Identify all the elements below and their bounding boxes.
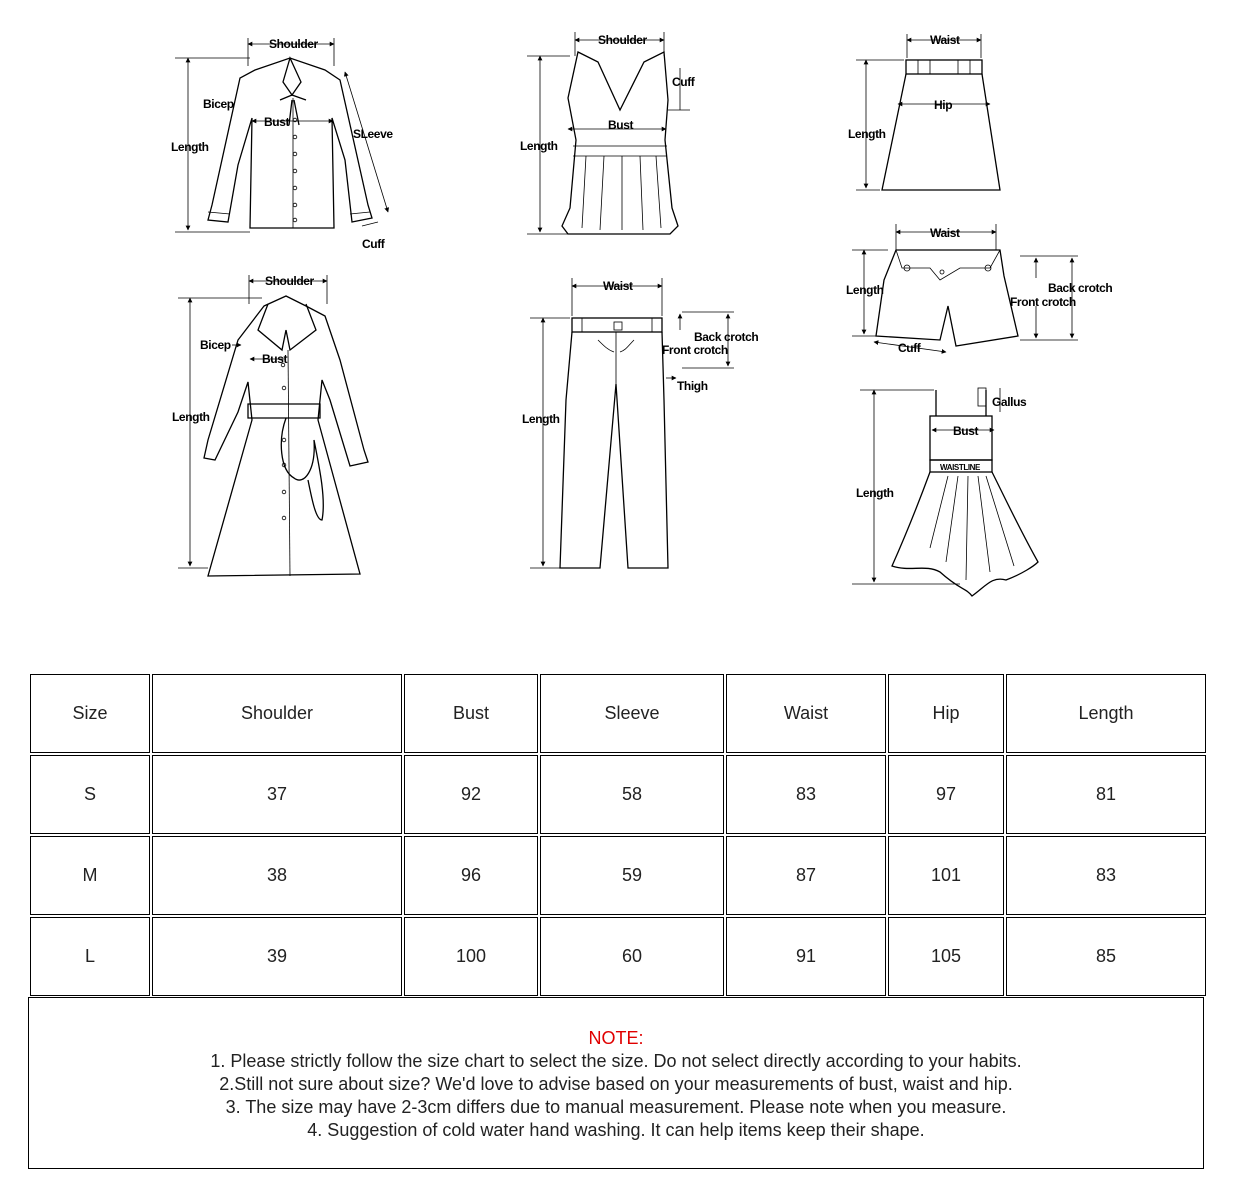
table-cell: 96	[404, 836, 538, 915]
pants-back-crotch-label: Back crotch	[694, 330, 759, 344]
shorts-illustration	[876, 250, 1018, 346]
shorts-waist-label: Waist	[930, 226, 960, 240]
pants-illustration	[560, 318, 668, 568]
blouse-sleeve-label: SLeeve	[353, 127, 393, 141]
shorts-dimension-lines	[852, 224, 1078, 352]
shorts-back-crotch-label: Back crotch	[1048, 281, 1113, 295]
skirt-waist-label: Waist	[930, 33, 960, 47]
blouse-bust-label: Bust	[264, 115, 290, 129]
pants-waist-label: Waist	[603, 279, 633, 293]
header-sleeve: Sleeve	[540, 674, 724, 753]
pants-dimension-lines	[530, 278, 734, 568]
header-size: Size	[30, 674, 150, 753]
top-length-label: Length	[520, 139, 558, 153]
size-note-box	[28, 997, 1204, 1169]
table-cell: 87	[726, 836, 886, 915]
note-line: 2.Still not sure about size? We'd love to advise based on your measurements of bust, waist and hip.	[219, 1074, 1013, 1094]
table-cell: 58	[540, 755, 724, 834]
table-cell: 97	[888, 755, 1004, 834]
dress-gallus-label: Gallus	[992, 395, 1027, 409]
table-row	[30, 755, 1206, 834]
table-cell: 60	[540, 917, 724, 996]
table-cell: 81	[1006, 755, 1206, 834]
table-header-row	[30, 674, 1206, 753]
pants-front-crotch-label: Front crotch	[662, 343, 728, 357]
table-cell: 38	[152, 836, 402, 915]
blouse-illustration	[208, 58, 372, 228]
table-row	[30, 917, 1206, 996]
table-cell: L	[30, 917, 150, 996]
table-cell: M	[30, 836, 150, 915]
header-hip: Hip	[888, 674, 1004, 753]
note-line: 1. Please strictly follow the size chart to select the size. Do not select directly according to your habits.	[210, 1051, 1022, 1071]
dress-length-label: Length	[856, 486, 894, 500]
table-cell: 39	[152, 917, 402, 996]
blouse-bicep-label: Bicep	[203, 97, 234, 111]
coat-shoulder-label: Shoulder	[265, 274, 314, 288]
top-illustration	[562, 52, 678, 234]
table-cell: 100	[404, 917, 538, 996]
top-cuff-label: Cuff	[672, 75, 695, 89]
header-shoulder: Shoulder	[152, 674, 402, 753]
header-bust: Bust	[404, 674, 538, 753]
table-cell: 101	[888, 836, 1004, 915]
top-bust-label: Bust	[608, 118, 634, 132]
note-title: NOTE:	[588, 1028, 644, 1048]
skirt-hip-label: Hip	[934, 98, 953, 112]
dress-waistline-label: WAISTLINE	[940, 463, 980, 472]
coat-length-label: Length	[172, 410, 210, 424]
shorts-cuff-label: Cuff	[898, 341, 921, 355]
shorts-length-label: Length	[846, 283, 884, 297]
table-cell: 91	[726, 917, 886, 996]
skirt-length-label: Length	[848, 127, 886, 141]
pants-thigh-label: Thigh	[677, 379, 708, 393]
pants-length-label: Length	[522, 412, 560, 426]
table-cell: 83	[1006, 836, 1206, 915]
header-length: Length	[1006, 674, 1206, 753]
blouse-cuff-label: Cuff	[362, 237, 385, 251]
note-line: 4. Suggestion of cold water hand washing. It can help items keep their shape.	[307, 1120, 925, 1140]
shorts-front-crotch-label: Front crotch	[1010, 295, 1076, 309]
table-cell: 37	[152, 755, 402, 834]
table-cell: 92	[404, 755, 538, 834]
skirt-dimension-lines	[856, 34, 990, 190]
size-chart-table	[28, 672, 1208, 998]
header-waist: Waist	[726, 674, 886, 753]
skirt-illustration	[882, 60, 1000, 190]
dress-bust-label: Bust	[953, 424, 979, 438]
blouse-shoulder-label: Shoulder	[269, 37, 318, 51]
dress-illustration	[892, 390, 1038, 596]
table-cell: 105	[888, 917, 1004, 996]
coat-bust-label: Bust	[262, 352, 288, 366]
top-shoulder-label: Shoulder	[598, 33, 647, 47]
table-row	[30, 836, 1206, 915]
table-cell: 85	[1006, 917, 1206, 996]
table-cell: S	[30, 755, 150, 834]
blouse-length-label: Length	[171, 140, 209, 154]
table-cell: 59	[540, 836, 724, 915]
table-cell: 83	[726, 755, 886, 834]
coat-bicep-label: Bicep	[200, 338, 231, 352]
note-line: 3. The size may have 2-3cm differs due to manual measurement. Please note when you measure.	[225, 1097, 1007, 1117]
